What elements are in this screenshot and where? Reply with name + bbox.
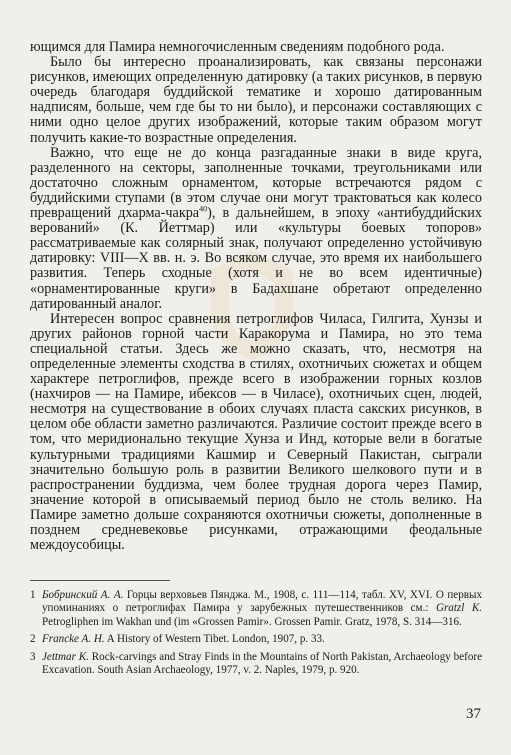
- main-text: [30, 40, 482, 553]
- footnote-citation: Горцы верховьев Пянджа. М., 1908, с. 111—114, табл. XV, XVI. О первых упоминаниях о петроглифах Памира у зарубежных путешественников см.:: [42, 589, 482, 615]
- footnotes: [30, 589, 482, 681]
- footnote-number: 2: [30, 633, 36, 646]
- paragraph-3-text-start: Важно, что еще не до конца разгаданные знаки в виде круга, разделенного на секторы, заполненные точками, треугольниками или достаточно сложным орнаментом, которые встречаются рядом с буддийскими ступами (в этом случае они могут трактоваться как колесо превращений дхарма-чакра: [30, 144, 482, 222]
- paragraph-3: [30, 146, 482, 312]
- footnote-3: [30, 651, 482, 678]
- footnote-divider: [30, 580, 170, 581]
- paragraph-3-text-end: ), в дальнейшем, в эпоху «антибуддийских верований» (К. Йеттмар) или «культуры боевых топоров» рассматриваемые как солярный знак, получают определенно устойчивую датировку: VIII—X вв. н. э. Во всяком случае, это время их наибольшего развития. Теперь сходные (хотя и не во всем идентичные) «орнаментированные круги» в Бадахшане обретают определенно датированный аналог.: [30, 205, 482, 312]
- footnote-reference: 40: [199, 204, 208, 214]
- footnote-author: Jettmar K.: [42, 650, 89, 663]
- footnote-2: [30, 633, 482, 646]
- footnote-number: 3: [30, 650, 36, 663]
- footnote-citation: A History of Western Tibet. London, 1907, p. 33.: [104, 633, 325, 646]
- footnote-citation: Petrogliphen im Wakhan und (im «Grossen Pamir». Grossen Pamir. Gratz, 1978, S. 314—316.: [42, 615, 462, 628]
- page-number: 37: [466, 706, 481, 722]
- paragraph-4: Интересен вопрос сравнения петроглифов Чиласа, Гилгита, Хунзы и других районов горной части Каракорума и Памира, но это тема специальной статьи. Здесь же можно сказать, что, несмотря на определенные элементы сходства в стилях, охотничьих сюжетах и общем характере петроглифов, прежде всего в изображении горных козлов (нахчиров — на Памире, ибексов — в Чиласе), охотничьих сцен, людей, несмотря на существование в обоих случаях пласта сакских рисунков, в целом обе области заметно различаются. Различие состоит прежде всего в том, что меридионально текущие Хунза и Инд, которые вели в богатые культурными традициями Кашмир и Северный Пакистан, сыграли значительно большую роль в развитии Великого шелкового пути и в распространении буддизма, чем более трудная дорога через Памир, значение которой в описываемый период было не столь велико. На Памире заметно дольше сохраняются охотничьи сюжеты, дополненные в позднем средневековье рисунками, отражающими феодальные междоусобицы.: [30, 310, 482, 554]
- footnote-number: 1: [30, 589, 36, 601]
- footnote-1: [30, 589, 482, 629]
- paragraph-1: ющимся для Памира немногочисленным сведениям подобного рода.: [30, 39, 445, 55]
- footnote-author: Gratzl K.: [435, 602, 482, 615]
- paragraph-2: Было бы интересно проанализировать, как связаны персонажи рисунков, имеющих определенную датировку (а таких рисунков, в первую очередь благодаря буддийской тематике и хорошо датированным надписям, больше, чем где бы то ни было), и персонажи составляющих с ними одно целое других изображений, которые таким образом могут получить какие-то возрастные определения.: [30, 54, 482, 146]
- footnote-citation: Rock-carvings and Stray Finds in the Mountains of North Pakistan, Archaeology before Excavation. South Asian Archaeology, 1977, v. 2. Naples, 1979, p. 920.: [42, 650, 483, 677]
- footnote-author: Бобринский А. А.: [42, 589, 124, 601]
- footnote-author: Francke A. H.: [42, 633, 105, 646]
